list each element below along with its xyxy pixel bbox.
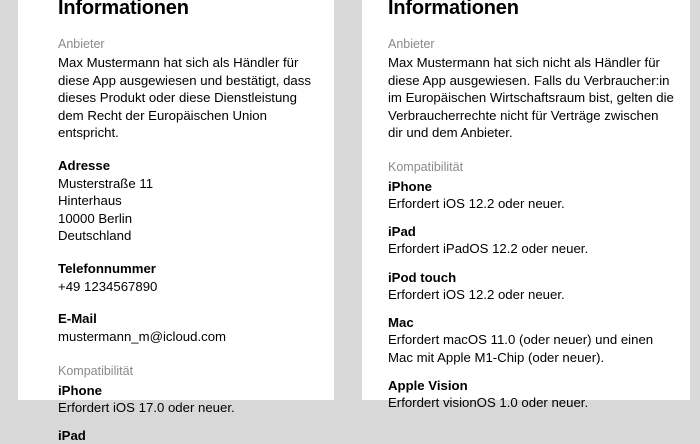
device-name-ipod-touch: iPod touch [388, 269, 457, 285]
email-value[interactable]: mustermann_m@icloud.com [58, 329, 227, 344]
address-line: Deutschland [58, 228, 132, 243]
provider-description: Max Mustermann hat sich als Händler für diese App ausgewiesen und bestätigt, dass dieses Produkt oder diese Dienstleistung dem Recht der Europäischen Union entspricht. [58, 55, 311, 140]
email-label: E-Mail [58, 311, 97, 326]
right-info-panel [362, 0, 690, 410]
device-name-apple-vision: Apple Vision [388, 378, 468, 393]
device-name-mac: Mac [388, 315, 414, 330]
compatibility-label: Kompatibilität [58, 363, 134, 378]
right-gutter [690, 0, 700, 400]
middle-gutter [334, 0, 362, 400]
provider-label: Anbieter [388, 37, 435, 51]
left-info-panel [18, 0, 334, 443]
device-requirement-apple-vision: Erfordert visionOS 1.0 oder neuer. [388, 395, 589, 410]
page-title: Informationen [388, 0, 519, 19]
address-line: Hinterhaus [58, 193, 122, 208]
provider-label: Anbieter [58, 37, 105, 51]
device-name-iphone: iPhone [388, 178, 432, 194]
address-line: Musterstraße 11 [58, 175, 154, 191]
device-requirement-iphone: Erfordert iOS 12.2 oder neuer. [388, 195, 565, 211]
device-requirement-mac: Erfordert macOS 11.0 (oder neuer) und einen Mac mit Apple M1-Chip (oder neuer). [388, 332, 654, 365]
left-gutter [0, 0, 18, 400]
device-requirement-ipad: Erfordert iPadOS 12.2 oder neuer. [388, 241, 589, 256]
phone-value[interactable]: +49 1234567890 [58, 278, 158, 294]
page-title: Informationen [58, 0, 189, 19]
address-label: Adresse [58, 157, 111, 173]
address-line: 10000 Berlin [58, 210, 133, 226]
provider-description: Max Mustermann hat sich nicht als Händler für diese App ausgewiesen. Falls du Verbraucher:in im Europäischen Wirtschaftsraum bist, gelten die Verbraucherrechte nicht für Verträge zwischen dir und dem Anbieter. [388, 55, 674, 140]
device-name-iphone: iPhone [58, 382, 102, 398]
compatibility-label: Kompatibilität [388, 159, 464, 174]
device-requirement-iphone: Erfordert iOS 17.0 oder neuer. [58, 399, 235, 415]
phone-label: Telefonnummer [58, 260, 156, 276]
device-name-ipad: iPad [388, 224, 416, 239]
device-requirement-ipod-touch: Erfordert iOS 12.2 oder neuer. [388, 286, 565, 302]
device-name-ipad: iPad [58, 428, 86, 443]
